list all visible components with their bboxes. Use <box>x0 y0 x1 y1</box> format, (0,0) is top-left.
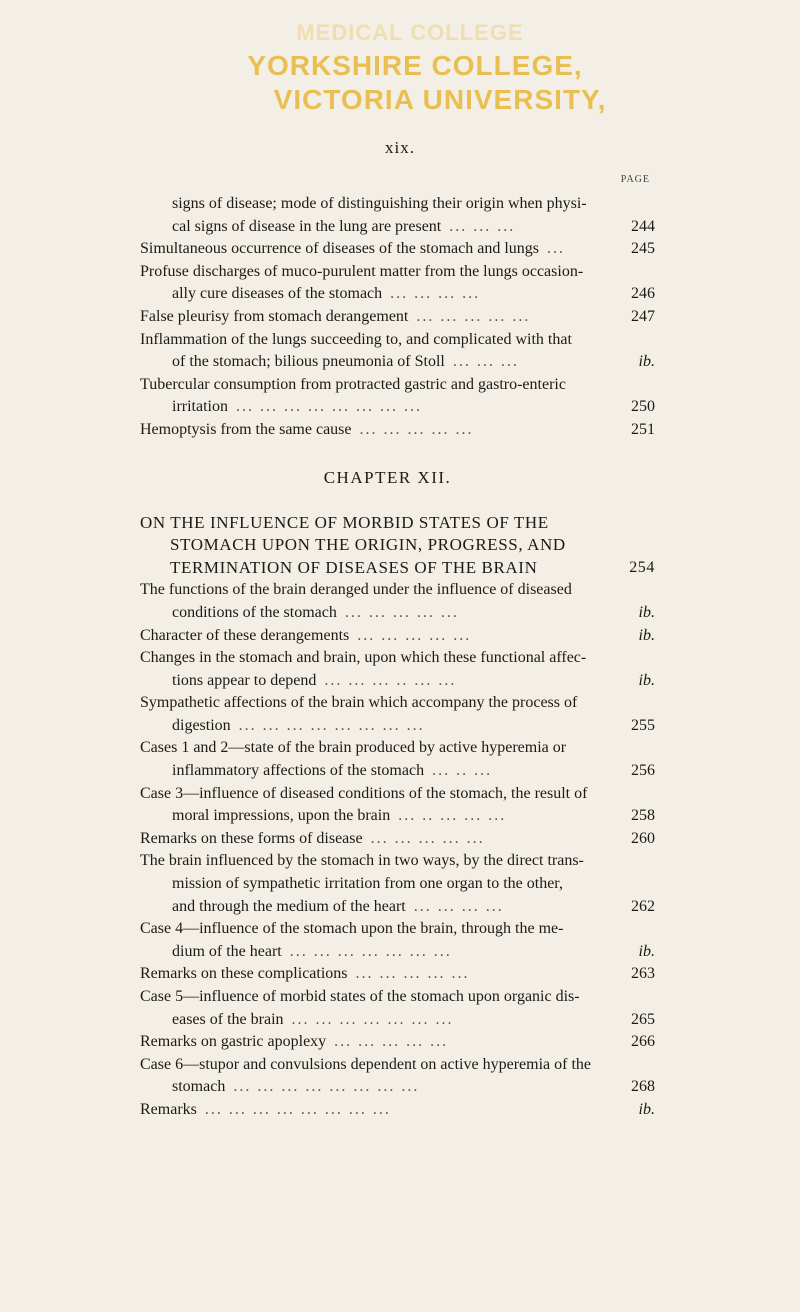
toc-entry-leader-dots: ... ... ... ... ... <box>370 829 485 847</box>
page-number: xix. <box>385 138 415 157</box>
toc-entry <box>140 828 655 851</box>
toc-entry-line-2: mission of sympathetic irritation from one organ to the other, <box>172 875 563 893</box>
toc-entry-line-1: Remarks ... ... ... ... ... ... ... ... <box>140 1100 391 1118</box>
toc-entry-line-2: irritation ... ... ... ... ... ... ... ... <box>172 398 422 416</box>
chapter-page: 254 <box>629 558 655 576</box>
toc-entry-page: ib. <box>638 626 655 644</box>
toc-entry-line-2: digestion ... ... ... ... ... ... ... ... <box>172 716 425 734</box>
page-column-header: PAGE <box>620 174 650 185</box>
chapter-title <box>140 512 655 580</box>
toc-entry-leader-dots: ... ... ... ... ... <box>359 420 474 438</box>
toc-entry-line-1: The functions of the brain deranged under the influence of diseased <box>140 581 572 599</box>
toc-entry-line-1: False pleurisy from stomach derangement ... ... ... ... ... <box>140 307 531 325</box>
toc-entry <box>140 238 655 261</box>
toc-entry-line-1: Case 3—influence of diseased conditions of the stomach, the result of <box>140 784 588 802</box>
toc-entry-page: 265 <box>631 1010 655 1028</box>
toc-entry <box>140 261 655 306</box>
toc-entry <box>140 625 655 648</box>
toc-entry-line-1: Case 6—stupor and convulsions dependent on active hyperemia of the <box>140 1055 591 1073</box>
toc-entry-line-1: Remarks on these complications ... ... ... ... ... <box>140 965 470 983</box>
toc-entry <box>140 193 655 238</box>
toc-entry <box>140 986 655 1031</box>
toc-entry <box>140 850 655 918</box>
toc-entry-line-2: tions appear to depend ... ... ... .. ... ... <box>172 671 457 689</box>
toc-entry-page: 258 <box>631 807 655 825</box>
toc-entry-page: ib. <box>638 353 655 371</box>
toc-entry-line-1: Cases 1 and 2—state of the brain produced by active hyperemia or <box>140 739 567 757</box>
toc-entry-line-2: cal signs of disease in the lung are present ... ... ... <box>172 217 516 235</box>
chapter-heading: CHAPTER XII. <box>323 467 452 487</box>
toc-entry-page: 247 <box>631 307 655 325</box>
library-stamp-line1: MEDICAL COLLEGE <box>296 20 524 45</box>
toc-entry-line-2: eases of the brain ... ... ... ... ... ... ... <box>172 1010 454 1028</box>
toc-entry-line-1: Hemoptysis from the same cause ... ... ... ... ... <box>140 420 474 438</box>
toc-entry-leader-dots: ... ... ... .. ... ... <box>324 671 457 689</box>
toc-entry-line-1: Inflammation of the lungs succeeding to, and complicated with that <box>140 330 572 348</box>
toc-entries-after <box>140 579 655 1121</box>
toc-entry-leader-dots: ... ... ... ... ... <box>416 307 531 325</box>
toc-entry-line-2: inflammatory affections of the stomach ... .. ... <box>172 762 493 780</box>
toc-entry-page: 250 <box>631 398 655 416</box>
toc-entry-line-1: signs of disease; mode of distinguishing their origin when physi- <box>172 195 587 212</box>
toc-entry-line-1: Tubercular consumption from protracted gastric and gastro-enteric <box>140 375 566 393</box>
toc-entry-leader-dots: ... ... ... ... ... ... ... ... <box>235 398 422 416</box>
toc-entry-page: ib. <box>638 603 655 621</box>
toc-entry-leader-dots: ... ... ... ... ... ... ... <box>291 1010 454 1028</box>
toc-entry-line-1: Case 5—influence of morbid states of the stomach upon organic dis- <box>140 988 580 1005</box>
toc-entry <box>140 963 655 986</box>
toc-entry-line-1: Changes in the stomach and brain, upon which these functional affec- <box>140 649 587 667</box>
toc-entry-page: 255 <box>631 716 655 734</box>
toc-entry-leader-dots: ... <box>547 240 565 258</box>
toc-entry-line-2: stomach ... ... ... ... ... ... ... ... <box>172 1078 420 1096</box>
toc-entry-leader-dots: ... ... ... ... <box>413 897 504 915</box>
toc-entry-leader-dots: ... ... ... ... <box>390 285 481 303</box>
chapter-title-line2: STOMACH UPON THE ORIGIN, PROGRESS, AND <box>170 535 566 555</box>
toc-entry-line-2: of the stomach; bilious pneumonia of Stoll ... ... ... <box>172 353 519 371</box>
toc-entry-leader-dots: ... ... ... ... ... ... ... ... <box>233 1078 420 1096</box>
toc-entry-line-2: conditions of the stomach ... ... ... ... ... <box>172 603 459 621</box>
toc-entry <box>140 918 655 963</box>
table-of-contents <box>140 193 655 1122</box>
toc-entry-leader-dots: ... ... ... ... ... ... ... <box>289 942 452 960</box>
toc-entry-leader-dots: ... ... ... ... ... <box>334 1033 449 1051</box>
toc-entry <box>140 374 655 419</box>
chapter-title-line1: ON THE INFLUENCE OF MORBID STATES OF THE <box>140 512 549 532</box>
toc-entry-page: 245 <box>631 240 655 258</box>
toc-entry-leader-dots: ... .. ... <box>432 762 493 780</box>
toc-entry <box>140 1031 655 1054</box>
toc-entry-line-1: Simultaneous occurrence of diseases of the stomach and lungs ... <box>140 240 565 258</box>
toc-entry <box>140 737 655 782</box>
toc-entry-line-2: moral impressions, upon the brain ... .. ... ... ... <box>172 807 507 825</box>
toc-entry-page: 268 <box>631 1078 655 1096</box>
toc-entry-line-1: The brain influenced by the stomach in two ways, by the direct trans- <box>140 852 584 870</box>
toc-entry-leader-dots: ... ... ... ... ... ... ... ... <box>238 716 425 734</box>
library-stamp-line3: VICTORIA UNIVERSITY, <box>273 84 607 115</box>
toc-entry-page: 246 <box>631 285 655 303</box>
toc-entry-page: 262 <box>631 897 655 915</box>
toc-entry <box>140 692 655 737</box>
toc-entry <box>140 306 655 329</box>
toc-entry-page: 251 <box>631 420 655 438</box>
toc-entry-leader-dots: ... ... ... <box>452 353 519 371</box>
toc-entry-page: 266 <box>631 1033 655 1051</box>
library-stamp-line2: YORKSHIRE COLLEGE, <box>247 50 583 81</box>
toc-entry-page: 256 <box>631 762 655 780</box>
toc-entry-leader-dots: ... ... ... <box>449 217 516 235</box>
toc-entry <box>140 1054 655 1099</box>
toc-entry-line-2: ally cure diseases of the stomach ... ... ... ... <box>172 285 481 303</box>
toc-entry-leader-dots: ... ... ... ... ... ... ... ... <box>204 1100 391 1118</box>
chapter-title-line3: TERMINATION OF DISEASES OF THE BRAIN <box>170 557 538 577</box>
toc-entry-page: ib. <box>638 942 655 960</box>
toc-entry-line-1: Case 4—influence of the stomach upon the brain, through the me- <box>140 920 564 938</box>
toc-entry-leader-dots: ... ... ... ... ... <box>357 626 472 644</box>
toc-entry <box>140 647 655 692</box>
toc-entry <box>140 783 655 828</box>
toc-entry-line-1: Profuse discharges of muco-purulent matter from the lungs occasion- <box>140 262 584 280</box>
toc-entry-leader-dots: ... ... ... ... ... <box>355 965 470 983</box>
toc-entry-page: ib. <box>638 671 655 689</box>
toc-entry-line-1: Sympathetic affections of the brain which accompany the process of <box>140 694 578 712</box>
toc-entry <box>140 1099 655 1122</box>
toc-entry-page: 260 <box>631 829 655 847</box>
toc-entry-line-3: and through the medium of the heart ... ... ... ... <box>172 897 504 915</box>
toc-entry-page: 244 <box>631 217 655 235</box>
toc-entry-line-1: Remarks on gastric apoplexy ... ... ... ... ... <box>140 1033 449 1051</box>
toc-entry-page: ib. <box>638 1100 655 1118</box>
toc-entry <box>140 329 655 374</box>
toc-entry-page: 263 <box>631 965 655 983</box>
toc-entry-line-2: dium of the heart ... ... ... ... ... ... ... <box>172 942 452 960</box>
toc-entries-before <box>140 193 655 442</box>
toc-entry-leader-dots: ... ... ... ... ... <box>344 603 459 621</box>
toc-entry <box>140 419 655 442</box>
toc-entry-leader-dots: ... .. ... ... ... <box>398 807 507 825</box>
toc-entry-line-1: Character of these derangements ... ... ... ... ... <box>140 626 472 644</box>
toc-entry <box>140 579 655 624</box>
toc-entry-line-1: Remarks on these forms of disease ... ... ... ... ... <box>140 829 485 847</box>
